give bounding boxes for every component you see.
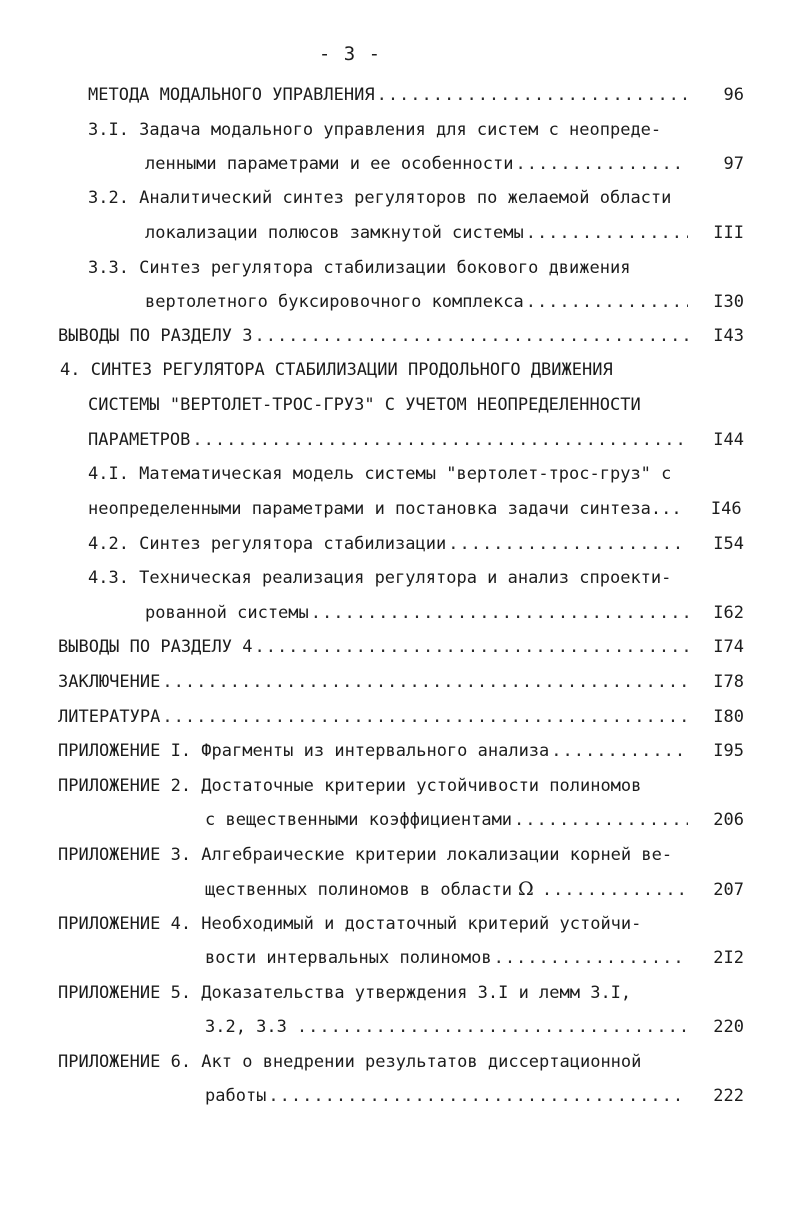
dot-leader: [377, 78, 688, 112]
dot-leader: [542, 873, 688, 906]
dot-leader: [494, 941, 688, 975]
toc-entry-page: I44: [713, 430, 744, 450]
toc-entry: [145, 596, 752, 630]
toc-entry: [58, 630, 752, 664]
toc-entry: [205, 1079, 752, 1113]
toc-entry-page: 222: [713, 1086, 744, 1106]
toc-entry-page: 206: [713, 810, 744, 830]
toc-entry: [205, 803, 752, 837]
toc-entry: [88, 181, 752, 215]
toc-entry-title: ПРИЛОЖЕНИЕ I. Фрагменты из интервального анализа: [58, 741, 550, 761]
toc-entry: [88, 78, 752, 112]
toc-entry-page: 97: [723, 154, 744, 174]
toc-entry-title: 3.2. Аналитический синтез регуляторов по желаемой области: [88, 188, 672, 208]
toc-entry-title: ВЫВОДЫ ПО РАЗДЕЛУ 4: [58, 637, 253, 657]
dot-leader: [297, 1010, 688, 1044]
toc-entry: [205, 941, 752, 975]
toc-entry-title: ПРИЛОЖЕНИЕ 3. Алгебраические критерии локализации корней ве-: [58, 845, 673, 865]
toc-entry-title: 4.3. Техническая реализация регулятора и анализ спроекти-: [88, 568, 672, 588]
toc-entry-page: I74: [713, 637, 744, 657]
dot-leader: [254, 630, 688, 664]
toc-entry-page: I95: [713, 741, 744, 761]
dot-leader: [192, 423, 688, 457]
toc-entry: [88, 423, 752, 457]
toc-entry-title: ПРИЛОЖЕНИЕ 4. Необходимый и достаточный критерий устойчи-: [58, 914, 642, 934]
toc-entry: [58, 907, 752, 941]
toc-entry: [58, 976, 752, 1010]
toc-entry-page: 207: [713, 880, 744, 900]
toc-entry: [145, 216, 752, 250]
toc-entry: [88, 527, 752, 561]
toc-entry-page: I62: [713, 603, 744, 623]
dot-leader: [514, 803, 688, 837]
toc-entry: [145, 285, 752, 319]
toc-entry: [88, 251, 752, 285]
toc-entry-page: I54: [713, 534, 744, 554]
toc-entry-title: ПРИЛОЖЕНИЕ 6. Акт о внедрении результатов диссертационной: [58, 1052, 642, 1072]
dot-leader: [254, 319, 688, 353]
toc-entry-page: 96: [723, 85, 744, 105]
toc-entry-title: работы: [205, 1086, 267, 1106]
toc-entry-page: III: [713, 223, 744, 243]
toc-entry-page: I43: [713, 326, 744, 346]
toc-entry-title: ЛИТЕРАТУРА: [58, 707, 161, 727]
toc-entry: [88, 388, 752, 422]
toc-entry-page: I80: [713, 707, 744, 727]
toc-entry: [60, 353, 752, 387]
dot-leader: [515, 147, 688, 181]
dot-leader: [268, 1079, 688, 1113]
toc-entry: [58, 769, 752, 803]
toc-entry-title: 4.I. Математическая модель системы "вертолет-трос-груз" с: [88, 464, 672, 484]
toc-entry-title: ленными параметрами и ее особенности: [145, 154, 514, 174]
toc-entry-title: ПРИЛОЖЕНИЕ 2. Достаточные критерии устойчивости полиномов: [58, 776, 642, 796]
toc-entry-title: неопределенными параметрами и постановка задачи синтеза...: [88, 499, 682, 519]
toc-entry-page: 2I2: [713, 948, 744, 968]
toc-entry-page: 220: [713, 1017, 744, 1037]
toc-entry-title: вости интервальных полиномов: [205, 948, 492, 968]
toc-entry-title: 3.2, 3.3: [205, 1017, 287, 1037]
toc-entry-page: I46: [710, 499, 742, 519]
toc-entry-title: локализации полюсов замкнутой системы: [145, 223, 524, 243]
toc-entry: [58, 700, 752, 734]
toc-entry-title: щественных полиномов в области: [205, 880, 513, 900]
dot-leader: [162, 700, 688, 734]
toc-entry-title: 3.3. Синтез регулятора стабилизации бокового движения: [88, 258, 631, 278]
dot-leader: [526, 285, 688, 319]
toc-entry-title: МЕТОДА МОДАЛЬНОГО УПРАВЛЕНИЯ: [88, 85, 375, 105]
toc-entry-page: I30: [713, 292, 744, 312]
toc-entry: [58, 1045, 752, 1079]
toc-entry-title: рованной системы: [145, 603, 309, 623]
toc-entry-title: ВЫВОДЫ ПО РАЗДЕЛУ 3: [58, 326, 253, 346]
toc-entry-title: ПРИЛОЖЕНИЕ 5. Доказательства утверждения 3.I и лемм 3.I,: [58, 983, 632, 1003]
dot-leader: [526, 216, 688, 250]
toc-entry-title: ЗАКЛЮЧЕНИЕ: [58, 672, 161, 692]
toc-entry: [205, 1010, 752, 1044]
toc-entry: [58, 838, 752, 872]
toc-entry-title: СИСТЕМЫ "ВЕРТОЛЕТ-ТРОС-ГРУЗ" С УЧЕТОМ НЕОПРЕДЕЛЕННОСТИ: [88, 395, 641, 415]
dot-leader: [448, 527, 688, 561]
toc-entry-title: 4. СИНТЕЗ РЕГУЛЯТОРА СТАБИЛИЗАЦИИ ПРОДОЛЬНОГО ДВИЖЕНИЯ: [60, 360, 613, 380]
toc-entry: [58, 734, 752, 768]
toc-entry: [88, 492, 752, 526]
toc-entry: [205, 872, 752, 906]
toc-entry-title: вертолетного буксировочного комплекса: [145, 292, 524, 312]
toc-entry-title: 3.I. Задача модального управления для систем с неопреде-: [88, 120, 662, 140]
toc-entry: [58, 665, 752, 699]
toc-entry-title: 4.2. Синтез регулятора стабилизации: [88, 534, 447, 554]
toc-entry: [145, 147, 752, 181]
toc-entry-title: с вещественными коэффициентами: [205, 810, 513, 830]
toc-entry: [88, 457, 752, 491]
page-number: - 3 -: [318, 43, 382, 65]
toc-entry: [88, 561, 752, 595]
dot-leader: [162, 665, 688, 699]
toc-entry-title: ПАРАМЕТРОВ: [88, 430, 191, 450]
dot-leader: [551, 734, 688, 768]
omega-symbol: Ω: [518, 878, 534, 900]
toc-entry-page: I78: [713, 672, 744, 692]
toc-entry: [58, 319, 752, 353]
toc-entry: [88, 113, 752, 147]
dot-leader: [311, 596, 688, 630]
